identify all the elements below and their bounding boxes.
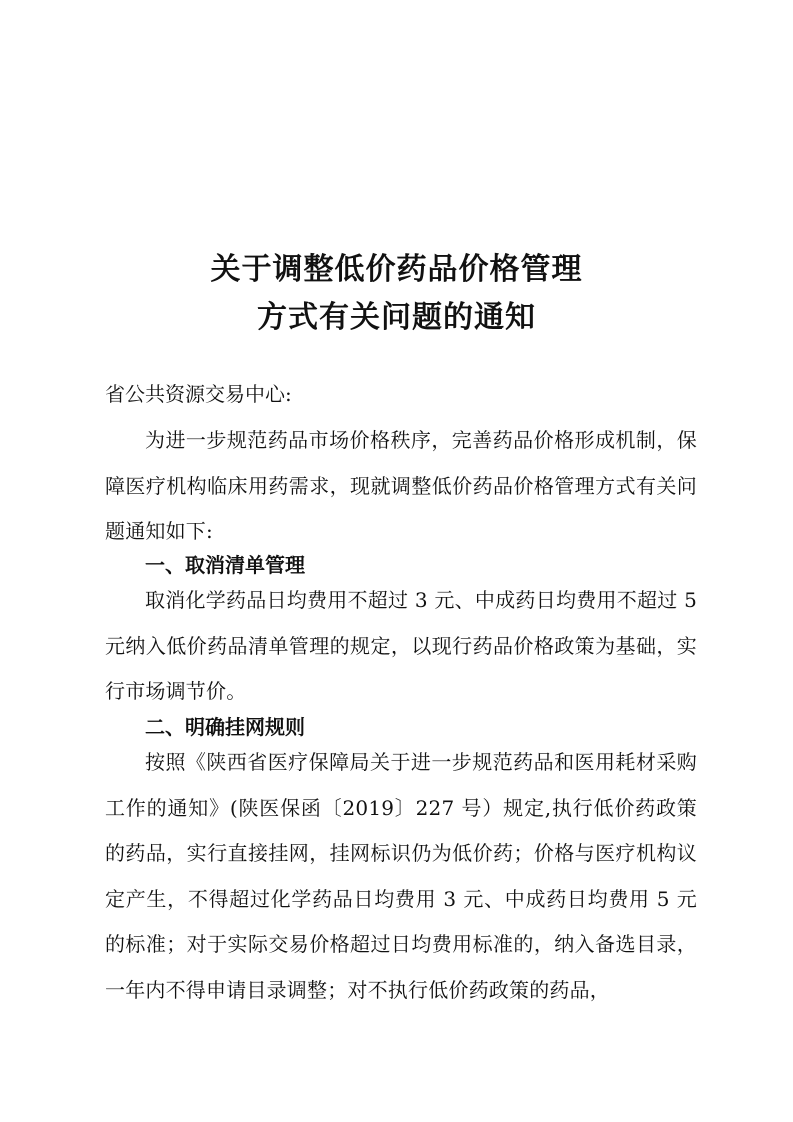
salutation: 省公共资源交易中心: xyxy=(105,382,292,406)
section-paragraph-listing-rules: 按照《陕西省医疗保障局关于进一步规范药品和医用耗材采购工作的通知》(陕医保函〔2019〕227 号）规定,执行低价药政策的药品，实行直接挂网，挂网标识仍为低价药；价格与医疗机构议定产生，不得超过化学药品日均费用 3 元、中成药日均费用 5 元的标准；对于实际交易价格超过日均费用标准的，纳入备选目录，一年内不得申请目录调整；对不执行低价药政策的药品， xyxy=(105,750,697,1002)
intro-paragraph: 为进一步规范药品市场价格秩序，完善药品价格形成机制，保障医疗机构临床用药需求，现就调整低价药品价格管理方式有关问题通知如下: xyxy=(105,428,697,543)
document-title-line-2: 方式有关问题的通知 xyxy=(257,300,536,335)
section-heading-cancel-list: 一、取消清单管理 xyxy=(145,553,305,577)
section-heading-listing-rules: 二、明确挂网规则 xyxy=(145,715,305,739)
section-paragraph-cancel-list: 取消化学药品日均费用不超过 3 元、中成药日均费用不超过 5 元纳入低价药品清单管理的规定，以现行药品价格政策为基础，实行市场调节价。 xyxy=(105,588,697,703)
document-title-line-1: 关于调整低价药品价格管理 xyxy=(210,252,583,287)
